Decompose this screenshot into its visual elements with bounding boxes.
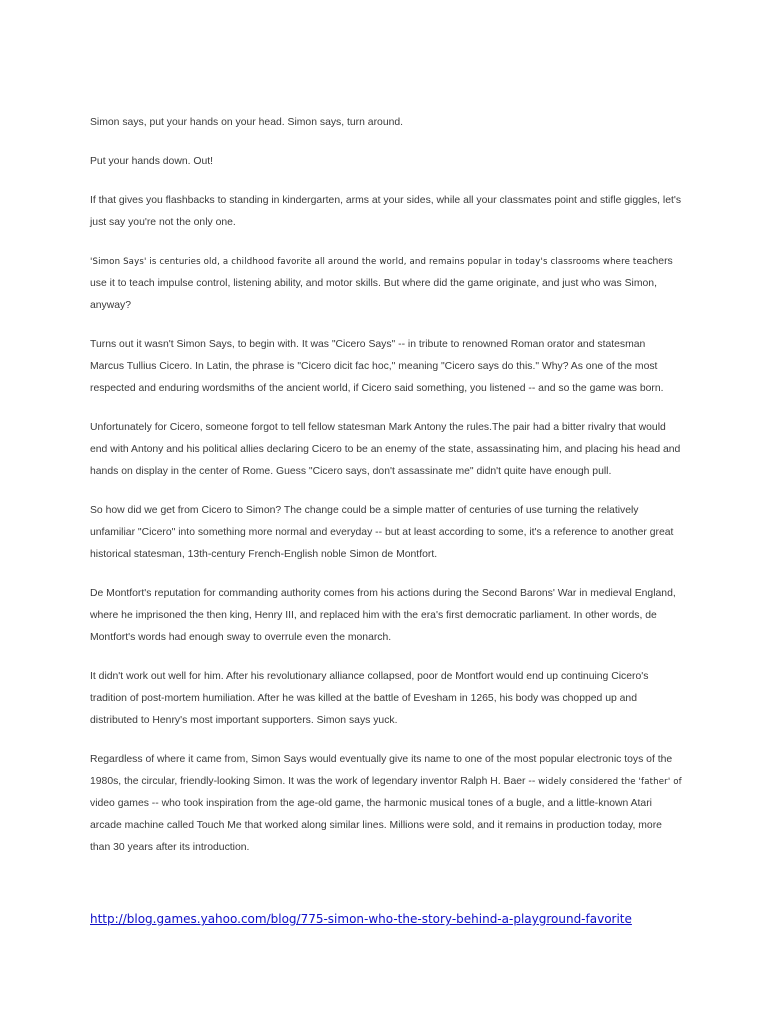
paragraph-2-text: Put your hands down. Out!	[90, 156, 214, 167]
paragraph-10	[90, 749, 682, 859]
paragraph-4	[90, 251, 682, 317]
paragraph-3	[90, 190, 682, 234]
paragraph-8	[90, 583, 682, 649]
paragraph-7-text: So how did we get from Cicero to Simon? The change could be a simple matter of centuries of use turning the relatively unfamiliar "Cicero" into something more normal and everyday -- but at least according to some, it's a reference to another great historical statesman, 13th-century French-English noble Simon de Montfort.	[90, 505, 674, 560]
paragraph-10-text: Regardless of where it came from, Simon Says would eventually give its name to one of the most popular electronic toys of the 1980s, the circular, friendly-looking Simon. It was the work of legendary inventor Ralph H. Baer --	[90, 754, 673, 787]
paragraph-5	[90, 334, 682, 400]
source-link-container	[90, 908, 710, 930]
paragraph-6-text: Unfortunately for Cicero, someone forgot to tell fellow statesman Mark Antony the rules.The pair had a bitter rivalry that would end with Antony and his political allies declaring Cicero to be an enemy of the state, assassinating him, and placing his head and hands on display in the center of Rome. Guess "Cicero says, don't assassinate me" didn't quite have enough pull.	[90, 422, 681, 477]
paragraph-3-text: If that gives you flashbacks to standing in kindergarten, arms at your sides, while all your classmates point and stifle giggles, let's just say you're not the only one.	[90, 195, 682, 228]
paragraph-2	[90, 151, 682, 173]
paragraph-8-text: De Montfort's reputation for commanding authority comes from his actions during the Second Barons' War in medieval England, where he imprisoned the then king, Henry III, and replaced him with the era's first democratic parliament. In other words, de Montfort's words had enough sway to overrule even the monarch.	[90, 588, 676, 643]
paragraph-9-text: It didn't work out well for him. After his revolutionary alliance collapsed, poor de Montfort would end up continuing Cicero's tradition of post-mortem humiliation. After he was killed at the battle of Evesham in 1265, his body was chopped up and distributed to Henry's most important supporters. Simon says yuck.	[90, 671, 649, 726]
paragraph-10-inline-text: widely considered the 'father' of	[538, 777, 682, 787]
paragraph-9	[90, 666, 682, 732]
paragraph-6	[90, 417, 682, 483]
paragraph-4-lead-text: 'Simon Says' is centuries old, a childhood favorite all around the world, and remains popular in today's classrooms where tea	[90, 257, 648, 267]
paragraph-4-text: chers use it to teach impulse control, listening ability, and motor skills. But where did the game originate, and just who was Simon, anyway?	[90, 256, 673, 311]
article-body	[90, 112, 682, 876]
paragraph-5-text: Turns out it wasn't Simon Says, to begin with. It was "Cicero Says" -- in tribute to renowned Roman orator and statesman Marcus Tullius Cicero. In Latin, the phrase is "Cicero dicit fac hoc," meaning "Cicero says do this." Why? As one of the most respected and enduring wordsmiths of the ancient world, if Cicero said something, you listened -- and so the game was born.	[90, 339, 664, 394]
paragraph-10-tail-text: video games -- who took inspiration from the age-old game, the harmonic musical tones of a bugle, and a little-known Atari arcade machine called Touch Me that worked along similar lines. Millions were sold, and it remains in production today, more than 30 years after its introduction.	[90, 798, 662, 853]
source-link[interactable]: http://blog.games.yahoo.com/blog/775-simon-who-the-story-behind-a-playground-favorite	[90, 912, 632, 926]
paragraph-7	[90, 500, 682, 566]
paragraph-1-text: Simon says, put your hands on your head. Simon says, turn around.	[90, 117, 404, 128]
paragraph-1	[90, 112, 682, 134]
